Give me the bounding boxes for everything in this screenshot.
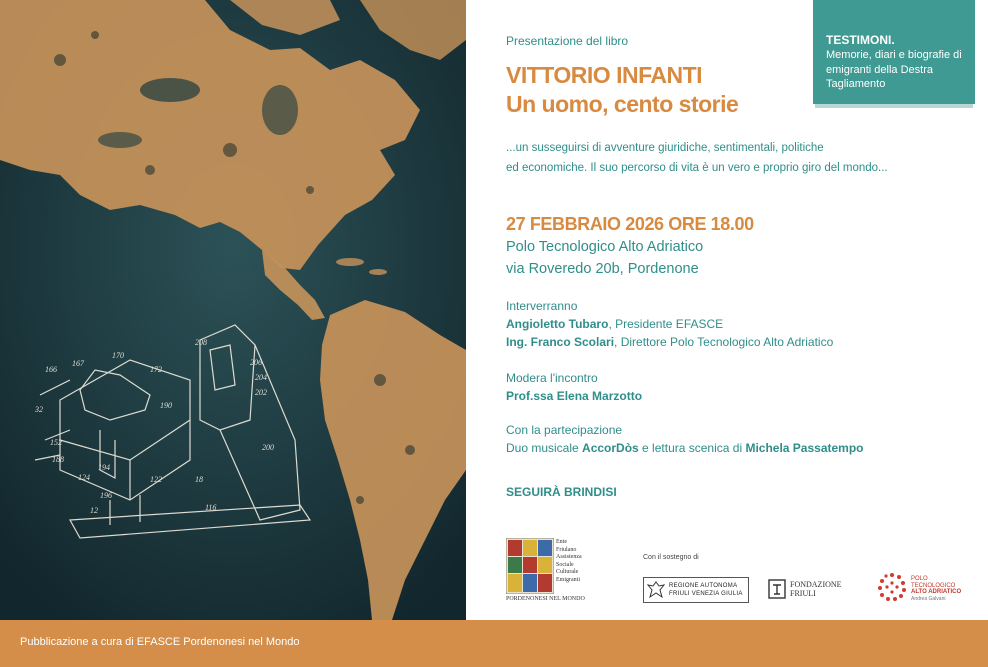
participation-reader: Michela Passatempo <box>745 441 864 455</box>
speakers-heading: Interverranno <box>506 299 578 313</box>
svg-text:194: 194 <box>98 463 110 472</box>
fondazione-text: FONDAZIONE FRIULI <box>790 580 842 598</box>
svg-text:190: 190 <box>160 401 172 410</box>
svg-text:166: 166 <box>45 365 57 374</box>
eagle-icon <box>647 580 665 600</box>
intro-line-1: ...un susseguirsi di avventure giuridiche, sentimentali, politiche <box>506 142 824 154</box>
footer-credit: Pubblicazione a cura di EFASCE Pordenonesi nel Mondo <box>20 636 300 648</box>
speaker-1-name: Angioletto Tubaro <box>506 317 609 331</box>
footer-bar <box>0 620 988 667</box>
participation-line <box>506 441 864 455</box>
book-subtitle: Un uomo, cento storie <box>506 91 739 117</box>
svg-text:122: 122 <box>150 475 162 484</box>
svg-text:188: 188 <box>52 455 64 464</box>
efasce-text: Ente Friulano Assistenza Sociale Culturale Emigranti <box>556 539 582 583</box>
event-date: 27 FEBBRAIO 2026 ORE 18.00 <box>506 214 754 234</box>
speaker-2-name: Ing. Franco Scolari <box>506 335 615 349</box>
svg-text:32: 32 <box>35 405 43 414</box>
moderator-heading: Modera l'incontro <box>506 371 598 385</box>
speaker-1-role: , Presidente EFASCE <box>608 317 724 331</box>
svg-text:116: 116 <box>205 503 217 512</box>
svg-text:206: 206 <box>250 358 262 367</box>
fondazione-icon <box>768 579 786 599</box>
regione-text: REGIONE AUTONOMA FRIULI VENEZIA GIULIA <box>669 583 743 597</box>
efasce-logo <box>506 538 596 604</box>
support-label: Con il sostegno di <box>643 554 699 561</box>
svg-text:152: 152 <box>50 438 62 447</box>
svg-text:202: 202 <box>255 388 267 397</box>
speaker-2 <box>506 335 833 349</box>
polo-tecnologico-logo <box>876 571 986 605</box>
svg-text:12: 12 <box>90 506 98 515</box>
svg-text:204: 204 <box>255 373 267 382</box>
event-venue: Polo Tecnologico Alto Adriatico <box>506 239 704 255</box>
series-badge <box>813 0 975 104</box>
polo-text: POLO TECNOLOGICO ALTO ADRIATICO Andrea Galvani <box>911 576 962 602</box>
speaker-2-role: , Direttore Polo Tecnologico Alto Adriatico <box>614 335 834 349</box>
participation-heading: Con la partecipazione <box>506 423 623 437</box>
speaker-1 <box>506 317 723 331</box>
kicker: Presentazione del libro <box>506 34 629 48</box>
map-illustration <box>0 0 466 620</box>
closing-note: SEGUIRÀ BRINDISI <box>506 485 617 499</box>
efasce-emblem <box>506 538 554 594</box>
book-title: VITTORIO INFANTI <box>506 62 703 88</box>
svg-text:18: 18 <box>195 475 203 484</box>
regione-fvg-logo <box>643 577 749 603</box>
participation-part-3: e lettura scenica di <box>638 441 746 455</box>
svg-text:172: 172 <box>150 365 162 374</box>
cover-map-image <box>0 0 466 620</box>
badge-subtitle: Memorie, diari e biografie di emigranti della Destra Tagliamento <box>826 49 962 90</box>
fondazione-friuli-logo <box>768 577 858 603</box>
intro-line-2: ed economiche. Il suo percorso di vita è un vero e proprio giro del mondo... <box>506 162 888 174</box>
badge-title: TESTIMONI. <box>826 33 895 47</box>
svg-text:124: 124 <box>78 473 90 482</box>
participation-part-1: Duo musicale <box>506 441 583 455</box>
participation-ensemble: AccorDòs <box>582 441 639 455</box>
event-info-panel <box>466 0 988 620</box>
moderator-name: Prof.ssa Elena Marzotto <box>506 389 643 403</box>
svg-text:196: 196 <box>100 491 112 500</box>
svg-text:167: 167 <box>72 359 84 368</box>
efasce-caption: PORDENONESI NEL MONDO <box>506 596 585 602</box>
svg-text:200: 200 <box>262 443 274 452</box>
event-address: via Roveredo 20b, Pordenone <box>506 261 699 277</box>
svg-text:208: 208 <box>195 338 207 347</box>
svg-text:170: 170 <box>112 351 124 360</box>
polo-dots-icon <box>876 571 908 603</box>
